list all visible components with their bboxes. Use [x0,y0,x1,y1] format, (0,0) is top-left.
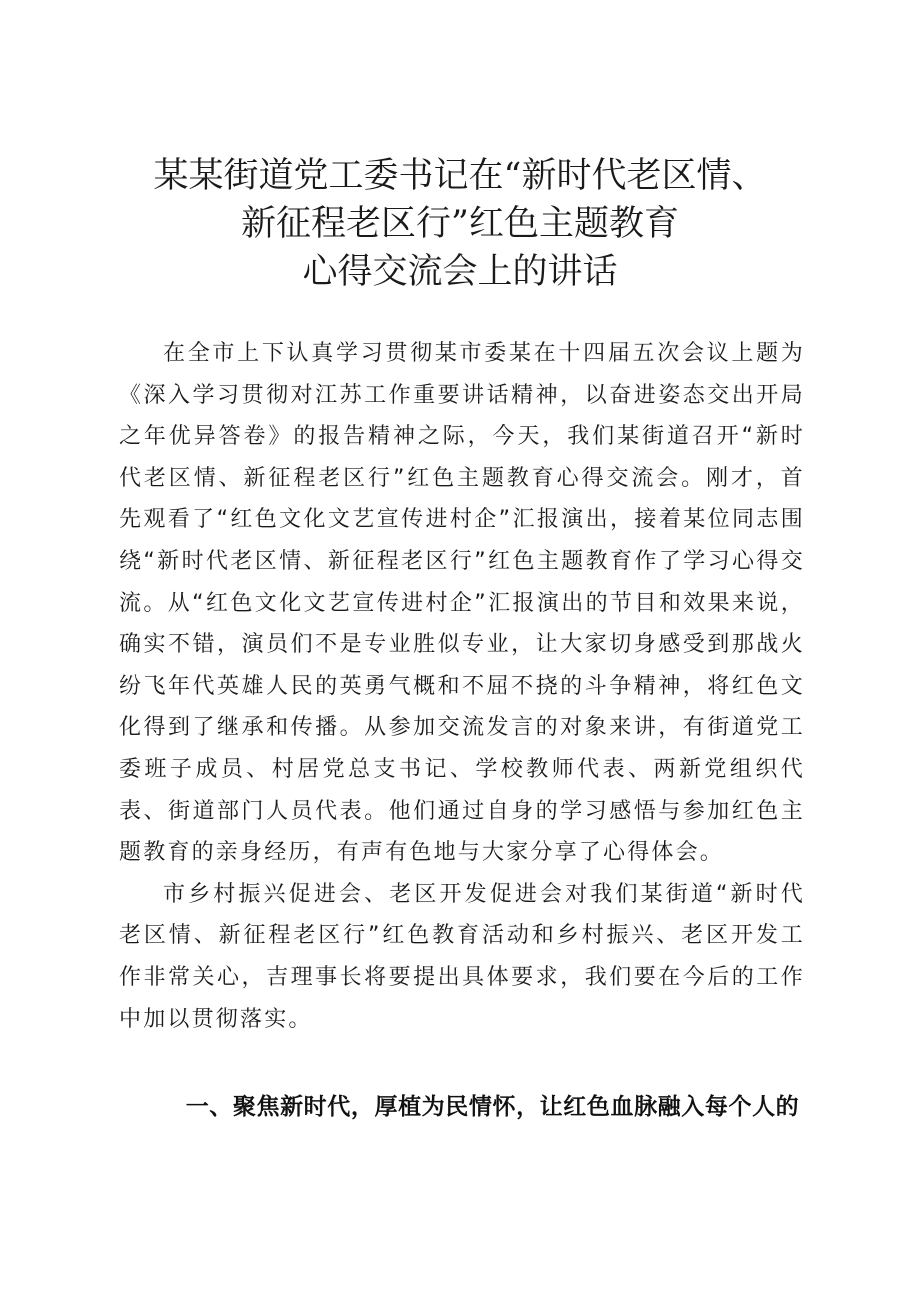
title-line-2: 新征程老区行”红色主题教育 [241,204,679,244]
title-line-3: 心得交流会上的讲话 [302,252,618,292]
title-line-1: 某某街道党工委书记在“新时代老区情、 [153,156,767,196]
paragraph-2: 市乡村振兴促进会、老区开发促进会对我们某街道“新时代老区情、新征程老区行”红色教育活动和乡村振兴、老区开发工作非常关心，吉理事长将要提出具体要求，我们要在今后的工作中加以贯彻落实。 [119,881,805,1032]
document-body [119,333,805,1040]
document-title [120,152,800,296]
section-heading: 一、聚焦新时代，厚植为民情怀，让红色血脉融入每个人的 [185,1094,800,1120]
paragraph-1: 在全市上下认真学习贯彻某市委某在十四届五次会议上题为《深入学习贯彻对江苏工作重要讲话精神，以奋进姿态交出开局之年优异答卷》的报告精神之际，今天，我们某街道召开“新时代老区情、新征程老区行”红色主题教育心得交流会。刚才，首先观看了“红色文化文艺宣传进村企”汇报演出，接着某位同志围绕“新时代老区情、新征程老区行”红色主题教育作了学习心得交流。从“红色文化文艺宣传进村企”汇报演出的节目和效果来说，确实不错，演员们不是专业胜似专业，让大家切身感受到那战火纷飞年代英雄人民的英勇气概和不屈不挠的斗争精神，将红色文化得到了继承和传播。从参加交流发言的对象来讲，有街道党工委班子成员、村居党总支书记、学校教师代表、两新党组织代表、街道部门人员代表。他们通过自身的学习感悟与参加红色主题教育的亲身经历，有声有色地与大家分享了心得体会。 [119,341,805,866]
